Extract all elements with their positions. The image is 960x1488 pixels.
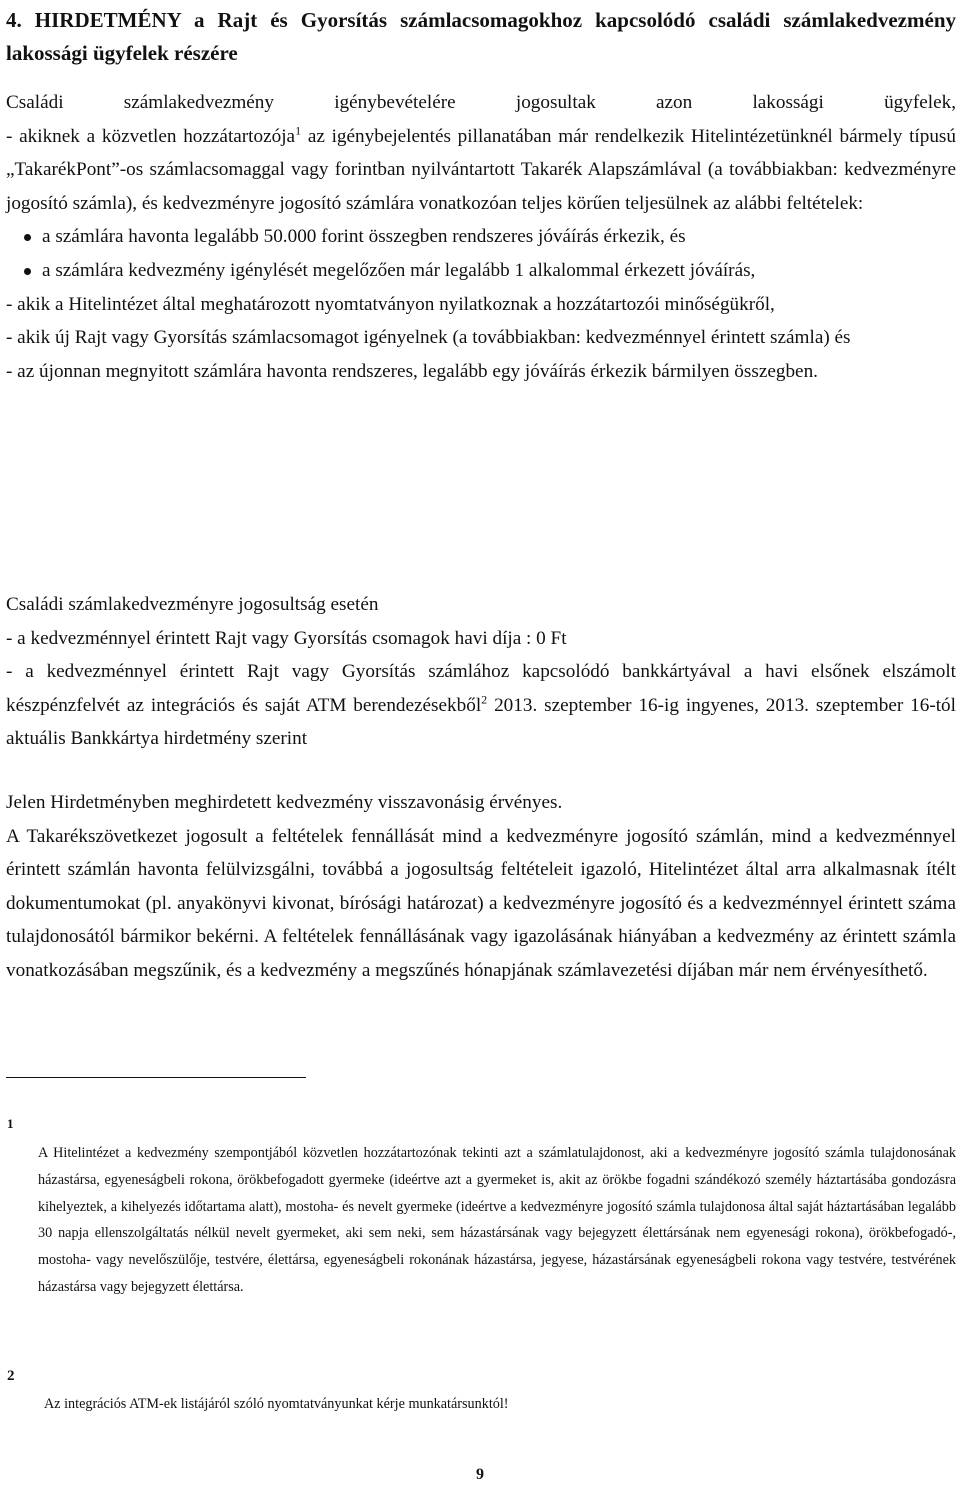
- eligibility-section: [6, 86, 956, 388]
- document-title: 4. HIRDETMÉNY a Rajt és Gyorsítás számlacsomagokhoz kapcsolódó családi számlakedvezmény lakossági ügyfelek részére: [6, 8, 956, 65]
- footnote-2-text: Az integrációs ATM-ek listájáról szóló nyomtatványunkat kérje munkatársunktól!: [44, 1396, 509, 1412]
- footnote-2-mark: 2: [7, 1368, 15, 1384]
- benefit-section: [6, 588, 956, 756]
- benefit-heading: Családi számlakedvezményre jogosultság esetén: [6, 594, 379, 615]
- eligibility-condition-3: - akik új Rajt vagy Gyorsítás számlacsomagot igényelnek (a továbbiakban: kedvezménnyel érintett számla) és: [6, 327, 851, 349]
- conditions-bullet-list: [6, 220, 956, 287]
- eligibility-condition-2: - akik a Hitelintézet által meghatározott nyomtatványon nyilatkoznak a hozzátartozói minőségükről,: [6, 293, 775, 315]
- benefit-line-fee: - a kedvezménnyel érintett Rajt vagy Gyorsítás csomagok havi díja : 0 Ft: [6, 627, 567, 649]
- condition-1-text-a: - akiknek a közvetlen hozzátartozója: [6, 125, 296, 147]
- footnote-1-text: A Hitelintézet a kedvezmény szempontjából közvetlen hozzátartozónak tekinti azt a számlatulajdonost, aki a kedvezményre jogosító számla tulajdonosának házastársa, egyeneságbeli rokona, örökbefogadott gyermeke (ideértve azt a gyermeket is, akit az örökbe fogadni szándékozó személy háztartásába gondozásra kihelyeztek, a kihelyezés időtartama alatt), mostoha- és nevelt gyermeke (ideértve a kedvezményre jogosító számla tulajdonosa által saját háztartásában legalább 30 napja ellenszolgáltatás nélkül nevelt gyermeket, aki sem neki, sem házastársának vagy bejegyzett élettársának nem egyenesági rokona), örökbefogadó-, mostoha- vagy nevelőszülője, testvére, élettársa, egyeneságbeli rokonának házastársa, jegyese, házastársának egyeneságbeli rokona vagy testvére, testvérének házastársa vagy bejegyzett élettársa.: [38, 1145, 956, 1295]
- benefit-line-atm: [6, 655, 956, 756]
- footnote-ref-2[interactable]: 2: [481, 692, 488, 707]
- validity-statement: Jelen Hirdetményben meghirdetett kedvezmény visszavonásig érvényes.: [6, 792, 563, 813]
- bullet-item: [6, 254, 956, 288]
- bullet-icon: [24, 234, 31, 241]
- bullet-item: [6, 220, 956, 254]
- footnote-ref-1[interactable]: 1: [295, 123, 302, 138]
- footnote-separator: [6, 1077, 306, 1078]
- bullet-icon: [24, 268, 31, 275]
- eligibility-intro: Családi számlakedvezmény igénybevételére jogosultak azon lakossági ügyfelek,: [6, 92, 956, 113]
- eligibility-condition-4: - az újonnan megnyitott számlára havonta rendszeres, legalább egy jóváírás érkezik bármilyen összegben.: [6, 360, 818, 382]
- bullet-text: a számlára kedvezmény igénylését megelőzően már legalább 1 alkalommal érkezett jóváírás,: [42, 259, 756, 281]
- eligibility-condition-1: [6, 120, 956, 221]
- condition-1-text-b: az igénybejelentés pillanatában már rendelkezik Hitelintézetünknél bármely típusú „TakarékPont”-os számlacsomaggal vagy forintban nyilvántartott Takarék Alapszámlával (a továbbiakban: kedvezményre jogosító számla), és kedvezményre jogosító számlára vonatkozóan teljes körűen teljesülnek az alábbi feltételek:: [6, 125, 956, 214]
- benefit-atm-text-b: 2013. szeptember 16-ig ingyenes, 2013. szeptember 16-tól aktuális Bankkártya hirdetmény szerint: [6, 694, 956, 750]
- review-paragraph: A Takarékszövetkezet jogosult a feltételek fennállását mind a kedvezményre jogosító számlán, mind a kedvezménnyel érintett számlán havonta felülvizsgálni, továbbá a jogosultság feltételeit igazoló, Hitelintézet által arra alkalmasnak ítélt dokumentumokat (pl. anyakönyvi kivonat, bírósági határozat) a kedvezményre jogosító és a kedvezménnyel érintett száma tulajdonosától bármikor bekérni. A feltételek fennállásának vagy igazolásának hiányában a kedvezmény az érintett számla vonatkozásában megszűnik, és a kedvezmény a megszűnés hónapjának számlavezetési díjában már nem érvényesíthető.: [6, 825, 956, 981]
- benefit-atm-text-a: - a kedvezménnyel érintett Rajt vagy Gyorsítás számlához kapcsolódó bankkártyával a havi elsőnek elszámolt készpénzfelvét az integrációs és saját ATM berendezésekből: [6, 661, 956, 716]
- footnote-1-mark: 1: [7, 1116, 14, 1131]
- validity-section: [6, 786, 956, 988]
- bullet-text: a számlára havonta legalább 50.000 forint összegben rendszeres jóváírás érkezik, és: [42, 226, 686, 248]
- page-number: 9: [476, 1466, 484, 1483]
